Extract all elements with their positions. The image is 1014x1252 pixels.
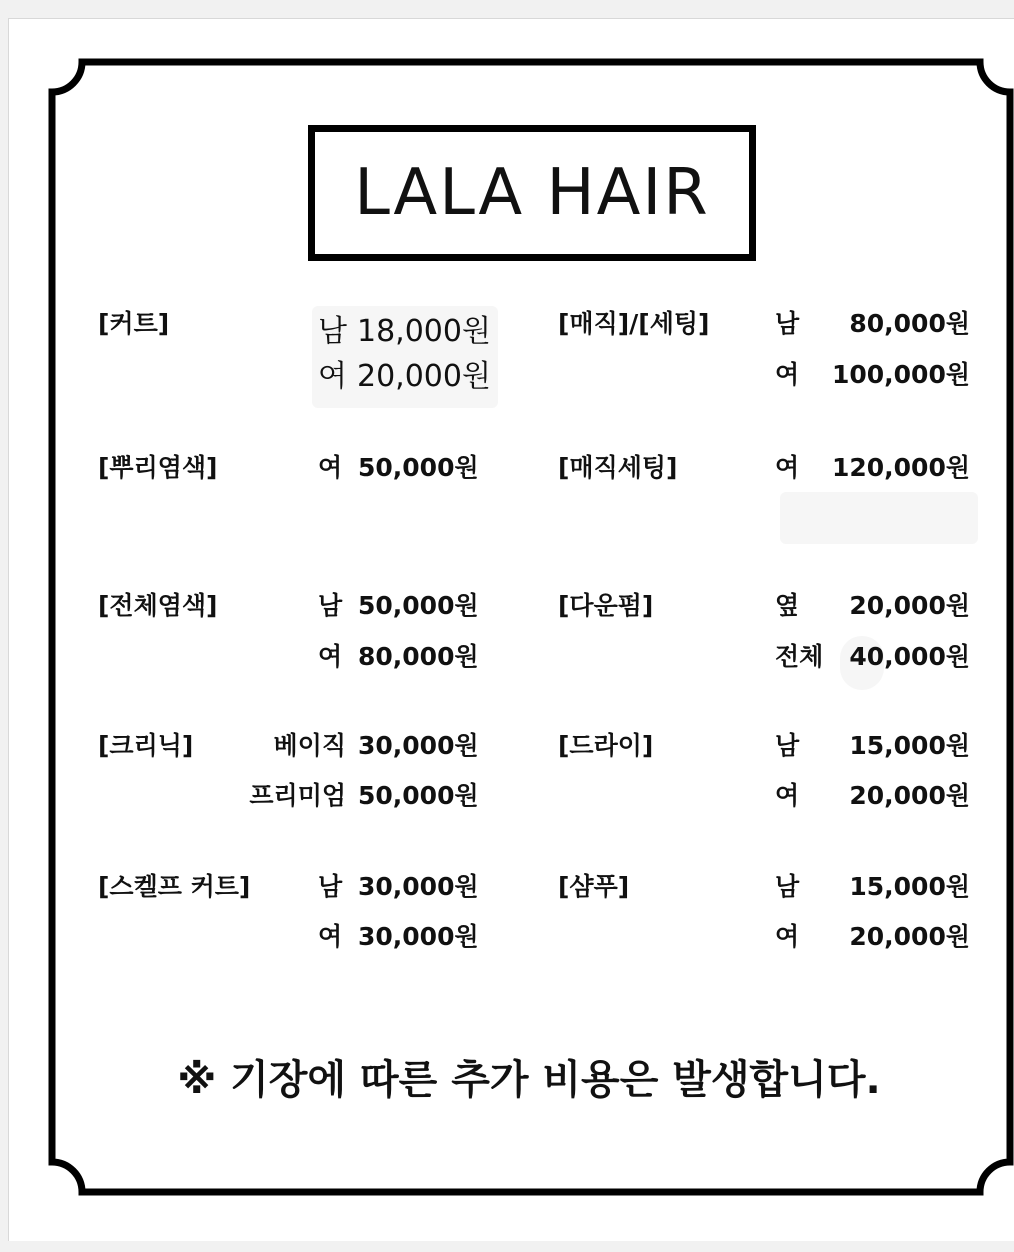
price-value: 80,000원 [358,642,479,671]
price-label: 베이직 [273,731,346,760]
price-label: 여 [775,360,800,389]
price-label: 여 [775,453,800,482]
category-full-dye: [전체염색] [98,591,218,620]
price-value: 15,000원 [849,872,970,901]
price-value: 100,000원 [831,360,970,389]
price-value: 80,000원 [849,309,970,338]
price-label: 여 [775,781,800,810]
price-value: 15,000원 [849,731,970,760]
category-dry: [드라이] [558,731,654,760]
category-magic-set: [매직세팅] [558,453,678,482]
brand-title-box [308,125,756,261]
notice-text [0,1048,1014,1105]
price-value: 30,000원 [358,872,479,901]
price-label: 여 [775,922,800,951]
price-value: 50,000원 [358,781,479,810]
brand-title: LALA HAIR [354,156,710,230]
category-shampoo: [샴푸] [558,872,630,901]
price-value: 18,000원 [357,314,491,349]
price-label: 전체 [775,642,824,671]
category-magic-setting: [매직]/[세팅] [558,309,710,338]
price-label: 남 [318,314,347,349]
price-label: 남 [318,872,343,901]
category-cut: [커트] [98,309,170,338]
notice-label: ※ 기장에 따른 추가 비용은 발생합니다. [177,1057,881,1103]
price-value: 30,000원 [358,922,479,951]
price-value: 20,000원 [849,591,970,620]
price-value: 20,000원 [357,359,491,394]
category-down-perm: [다운펌] [558,591,654,620]
price-label: 여 [318,642,343,671]
price-value: 40,000원 [849,642,970,671]
price-value: 20,000원 [849,922,970,951]
price-label: 남 [775,872,800,901]
price-label: 남 [318,591,343,620]
price-label: 여 [318,922,343,951]
price-value: 120,000원 [831,453,970,482]
price-value: 50,000원 [358,591,479,620]
price-label: 여 [318,359,347,394]
price-label: 여 [318,453,343,482]
category-clinic: [크리닉] [98,731,194,760]
price-label: 남 [775,309,800,338]
price-value: 20,000원 [849,781,970,810]
price-label: 프리미엄 [249,781,346,810]
category-scalp-cut: [스켈프 커트] [98,872,251,901]
erased-patch [780,492,978,544]
price-value: 50,000원 [358,453,479,482]
price-label: 옆 [775,591,800,620]
price-value: 30,000원 [358,731,479,760]
price-label: 남 [775,731,800,760]
category-root-dye: [뿌리염색] [98,453,218,482]
